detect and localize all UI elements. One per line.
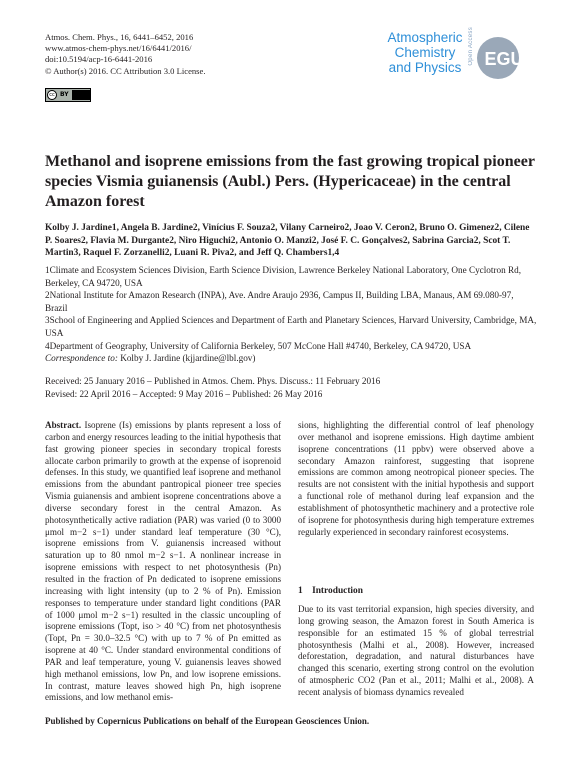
introduction-text: Due to its vast territorial expansion, high species diversity, and long growing season, the Amazon forest in South America is responsible for an estimated 15 % of global terrestrial photosynthesis (Malhi et al., 2008). However, increased deforestation, degradation, and natural disturbances have changed this scenario, exerting strong control on the evolution of atmospheric CO2 (Pan et al., 2011; Malhi et al., 2008). A recent analysis of biomass dynamics revealed: [298, 604, 534, 697]
cc-bar-icon: [72, 90, 90, 100]
journal-line-2: Chemistry: [394, 45, 456, 60]
correspondence-contact[interactable]: Kolby J. Jardine (kjjardine@lbl.gov): [120, 353, 256, 363]
egu-logo-icon: [476, 36, 532, 80]
journal-line-1: Atmospheric: [387, 30, 463, 45]
cc-circle-icon: cc: [47, 90, 57, 100]
abstract-label: Abstract.: [45, 420, 82, 430]
citation: Atmos. Chem. Phys., 16, 6441–6452, 2016: [45, 32, 194, 42]
dates-received: Received: 25 January 2016 – Published in Atmos. Chem. Phys. Discuss.: 11 February 2016: [45, 376, 381, 386]
abstract-column-1: [45, 420, 281, 704]
egu-logo-text: EGU: [484, 49, 524, 69]
publication-dates: [45, 375, 380, 400]
abstract-text-2: sions, highlighting the differential control of leaf phenology over methanol and isoprene emissions. High daytime ambient isoprene concentrations (11 ppbv) were observed above a secondary Amazon rainforest, suggesting that isoprene emissions are common among neotropical pioneer species. The results are not consistent with the initial hypothesis and support a functional role of methanol during leaf expansion and the establishment of photosynthetic machinery and a protective role of isoprene for photosynthesis during high temperature extremes regularly experienced in secondary rainforest ecosystems.: [298, 420, 534, 537]
cc-by-label: BY: [60, 91, 69, 98]
section-heading-introduction: 1 Introduction: [298, 586, 363, 596]
license-text: © Author(s) 2016. CC Attribution 3.0 License.: [45, 65, 206, 76]
affiliations: [45, 264, 537, 352]
publisher-footer: Published by Copernicus Publications on behalf of the European Geosciences Union.: [45, 716, 370, 726]
affiliation-3: 3School of Engineering and Applied Sciences and Department of Earth and Planetary Sciences, Harvard University, Cambridge, MA, USA: [45, 315, 537, 338]
cc-by-license-icon[interactable]: [45, 88, 91, 102]
journal-line-3: and Physics: [388, 60, 462, 75]
dates-revised: Revised: 22 April 2016 – Accepted: 9 May 2016 – Published: 26 May 2016: [45, 388, 323, 399]
correspondence: [45, 353, 255, 363]
article-url[interactable]: www.atmos-chem-phys.net/16/6441/2016/: [45, 43, 192, 54]
abstract-text-1: Isoprene (Is) emissions by plants represent a loss of carbon and energy resources leading to the initial hypothesis that fast growing pioneer species in secondary tropical forests allocate carbon primarily to growth at the expense of isoprenoid defenses. In this study, we quantified leaf isoprene and methanol emissions from the abundant pantropical pioneer tree species Vismia guianensis and ambient isoprene concentrations above a diverse secondary forest in the central Amazon. As photosynthetically active radiation (PAR) was varied (0 to 3000 μmol m−2 s−1) under standard leaf temperature (30 °C), isoprene emissions from V. guianensis increased without saturation up to 80 nmol m−2 s−1. A nonlinear increase in isoprene emissions with respect to net photosynthesis (Pn) resulted in the fraction of Pn dedicated to isoprene emissions increasing with light intensity (up to 2 % of Pn). Emission responses to temperature under standard light conditions (PAR of 1000 μmol m−2 s−1) resulted in the classic uncoupling of isoprene emissions (Topt, iso > 40 °C) from net photosynthesis (Topt, Pn = 30.0–32.5 °C) with up to 7 % of Pn emitted as isoprene at 40 °C. Under standard environmental conditions of PAR and leaf temperature, young V. guianensis leaves showed high methanol emissions, low Pn, and low isoprene emissions. In contrast, mature leaves showed high Pn, high isoprene emissions, and low methanol emis-: [45, 420, 281, 703]
affiliation-2: 2National Institute for Amazon Research (INPA), Ave. Andre Araujo 2936, Campus II, Building LBA, Manaus, AM 69.080-97, Brazil: [45, 290, 514, 313]
affiliation-4: 4Department of Geography, University of California Berkeley, 507 McCone Hall #4740, Berkeley, CA 94720, USA: [45, 340, 472, 351]
article-title: [45, 152, 537, 212]
doi[interactable]: doi:10.5194/acp-16-6441-2016: [45, 54, 153, 65]
abstract-column-2: [298, 420, 534, 538]
journal-name: [375, 30, 475, 75]
open-access-label: Open Access: [468, 27, 474, 66]
affiliation-1: 1Climate and Ecosystem Sciences Division, Earth Science Division, Lawrence Berkeley National Laboratory, One Cyclotron Rd, Berkeley, CA 94720, USA: [45, 265, 521, 288]
article-metadata: [45, 32, 206, 77]
correspondence-label: Correspondence to:: [45, 353, 118, 363]
title-text: Methanol and isoprene emissions from the fast growing tropical pioneer species Vismia guianensis (Aubl.) Pers. (Hypericaceae) in the central Amazon forest: [45, 153, 535, 210]
author-list: Kolby J. Jardine1, Angela B. Jardine2, Vinícius F. Souza2, Vilany Carneiro2, Joao V. Ceron2, Bruno O. Gimenez2, Cilene P. Soares2, Flavia M. Durgante2, Niro Higuchi2, Antonio O. Manzi2, José F. C. Gonçalves2, Sabrina Garcia2, Scot T. Martin3, Raquel F. Zorzanelli2, Luani R. Piva2, and Jeff Q. Chambers1,4: [45, 223, 530, 258]
